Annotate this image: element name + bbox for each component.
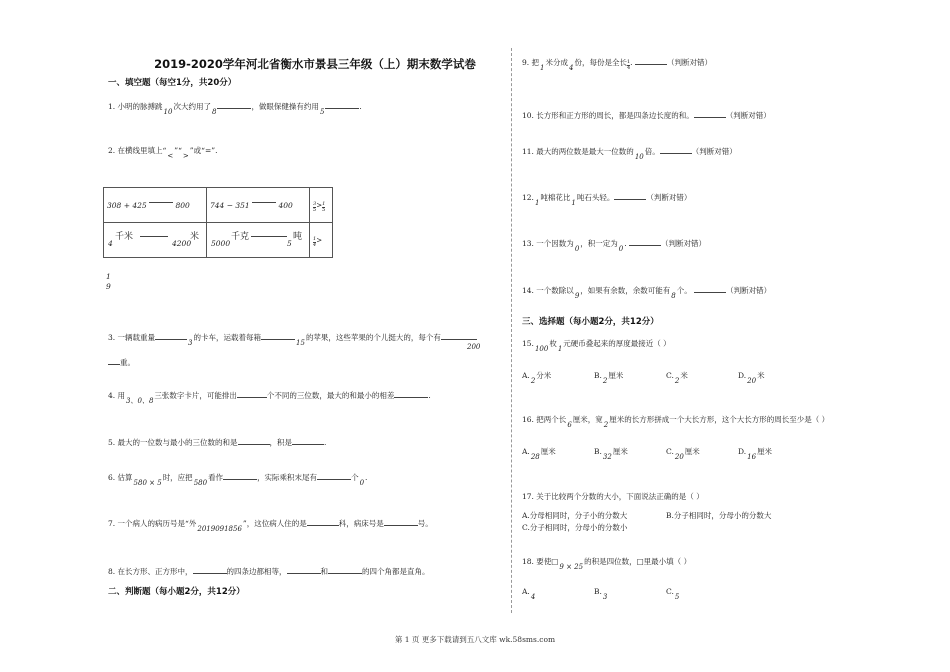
denominator: 4 bbox=[313, 241, 317, 248]
q12-num-1: 1 bbox=[534, 199, 540, 207]
q8-blank-1[interactable] bbox=[193, 565, 227, 574]
denominator: 4 bbox=[626, 64, 631, 71]
option-num: 28 bbox=[530, 453, 540, 461]
q15-text-c: 元硬币叠起来的厚度最接近（ ） bbox=[563, 339, 671, 348]
option-num: 4 bbox=[530, 593, 536, 601]
page-footer: 第 1 页 更多下载请到五八文库 wk.58sms.com bbox=[394, 635, 556, 644]
q6-blank-1[interactable] bbox=[223, 471, 257, 480]
option-letter: C. bbox=[666, 587, 674, 596]
question-16 bbox=[522, 415, 830, 429]
q13-judge-hint: （判断对错） bbox=[661, 239, 707, 248]
q7-record-number: 2019091856 bbox=[197, 525, 242, 533]
question-9 bbox=[522, 56, 712, 72]
option-letter: A. bbox=[522, 371, 530, 380]
q9-num-1: 1 bbox=[540, 64, 545, 72]
q4-blank-1[interactable] bbox=[237, 389, 267, 398]
fraction bbox=[313, 202, 316, 213]
cell-unit: 吨 bbox=[293, 232, 303, 242]
q9-fraction bbox=[626, 58, 633, 71]
stray-fraction bbox=[106, 272, 111, 292]
q13-num-2: 0 bbox=[618, 245, 624, 253]
numerator: 3 bbox=[313, 200, 317, 207]
question-17 bbox=[522, 492, 704, 502]
q17-text-a: 17. 关于比较两个分数的大小，下面说法正确的是（ ） bbox=[522, 492, 704, 501]
numerator: 1 bbox=[313, 235, 317, 242]
q15-option-a[interactable] bbox=[522, 370, 552, 385]
q8-text-a: 8. 在长方形、正方形中， bbox=[108, 567, 193, 576]
q7-text-a: 7. 一个病人的病历号是“外 bbox=[108, 519, 197, 528]
q12-text-c: 吨石头轻。 bbox=[576, 193, 615, 202]
q18-text-b: 的积是四位数，□里最小填（ ） bbox=[584, 557, 692, 566]
q1-text-d: . bbox=[359, 102, 362, 111]
q8-blank-3[interactable] bbox=[328, 565, 362, 574]
cell-value: 800 bbox=[175, 200, 190, 210]
option-num: 20 bbox=[747, 377, 757, 385]
question-12 bbox=[522, 191, 692, 207]
q16-option-c[interactable] bbox=[666, 446, 700, 461]
q4-text-b: 三张数字卡片，可能排出 bbox=[154, 391, 237, 400]
q15-num-2: 1 bbox=[557, 345, 563, 353]
q9-answer-blank[interactable] bbox=[635, 56, 667, 65]
q9-text-b: 米分成 bbox=[545, 58, 569, 67]
question-4 bbox=[108, 389, 431, 405]
q18-text-a: 18. 要使□ bbox=[522, 557, 559, 566]
q5-text-b: ，积是 bbox=[269, 438, 293, 447]
q16-num-2: 2 bbox=[603, 421, 609, 429]
q15-option-c[interactable] bbox=[666, 370, 688, 385]
cell-unit: 千克 bbox=[231, 232, 250, 242]
q14-num-2: 8 bbox=[671, 292, 676, 300]
q11-text-a: 11. 最大的两位数是最大一位数的 bbox=[522, 147, 634, 156]
fraction bbox=[313, 237, 316, 248]
option-letter: A. bbox=[522, 587, 530, 596]
option-letter: B. bbox=[594, 371, 602, 380]
q8-text-b: 的四条边都相等， bbox=[226, 567, 287, 576]
option-num: 2 bbox=[530, 377, 536, 385]
cell-num: 4 bbox=[108, 239, 113, 248]
option-letter: D. bbox=[738, 371, 747, 380]
q17-option-c[interactable]: C.分子相同时，分母小的分数小 bbox=[522, 523, 628, 532]
q14-num-1: 9 bbox=[574, 292, 580, 300]
denominator: 9 bbox=[106, 282, 111, 291]
q15-text-b: 枚 bbox=[549, 339, 557, 348]
question-8 bbox=[108, 565, 430, 577]
q1-text-a: 1. 小明的脉搏跳 bbox=[108, 102, 163, 111]
option-unit: 分米 bbox=[536, 371, 552, 380]
option-unit: 米 bbox=[757, 371, 765, 380]
question-6 bbox=[108, 471, 368, 487]
question-10 bbox=[522, 109, 771, 121]
q14-text-a: 14. 一个数除以 bbox=[522, 286, 574, 295]
cell-expr: 308 + 425 bbox=[107, 200, 147, 210]
section-fill-in: 一、填空题（每空1分，共20分） bbox=[108, 78, 237, 88]
q3-blank-2[interactable] bbox=[261, 331, 295, 340]
q9-text-c: 份，每份是全长 bbox=[574, 58, 627, 67]
q16-text-a: 16. 把两个长 bbox=[522, 415, 567, 424]
column-divider bbox=[511, 48, 512, 613]
option-num: 32 bbox=[602, 453, 612, 461]
option-letter: D. bbox=[738, 447, 747, 456]
table-cell[interactable] bbox=[310, 223, 333, 258]
q4-blank-2[interactable] bbox=[394, 389, 431, 400]
q6-text-a: 6. 估算 bbox=[108, 473, 133, 482]
option-unit: 厘米 bbox=[540, 447, 556, 456]
option-num: 2 bbox=[602, 377, 608, 385]
q18-option-c[interactable] bbox=[666, 587, 680, 601]
question-5 bbox=[108, 436, 326, 448]
q18-option-b[interactable] bbox=[594, 587, 608, 601]
table-cell[interactable] bbox=[104, 223, 207, 258]
q11-num: 10 bbox=[634, 153, 644, 161]
q4-text-d: . bbox=[428, 391, 431, 400]
q2-sym-gt: > bbox=[182, 152, 189, 160]
q18-expr: 9 × 25 bbox=[559, 563, 584, 571]
option-letter: C. bbox=[666, 371, 674, 380]
q16-text-b: 厘米，宽 bbox=[572, 415, 603, 424]
section-multiple-choice: 三、选择题（每小题2分，共12分） bbox=[522, 317, 659, 327]
q10-answer-blank[interactable] bbox=[694, 109, 726, 118]
table-row bbox=[104, 223, 333, 258]
q13-text-c: . bbox=[624, 239, 627, 248]
q9-judge-hint: （判断对错） bbox=[666, 58, 712, 67]
q1-text-b: 次大约用了 bbox=[173, 102, 211, 111]
q12-answer-blank[interactable] bbox=[614, 191, 646, 200]
option-letter: B. bbox=[594, 447, 602, 456]
numerator: 1 bbox=[322, 200, 326, 207]
answer-line[interactable] bbox=[140, 236, 168, 237]
option-letter: A. bbox=[522, 447, 530, 456]
q8-blank-2[interactable] bbox=[287, 565, 321, 574]
q1-blank-2[interactable] bbox=[325, 100, 362, 111]
q6-expr: 580 × 5 bbox=[133, 479, 162, 487]
q6-text-d: ，实际乘积末尾有 bbox=[257, 473, 318, 482]
q3-num-2: 15 bbox=[296, 339, 305, 347]
option-unit: 厘米 bbox=[757, 447, 773, 456]
cell-expr: 744 − 351 bbox=[210, 200, 250, 210]
cell-num: 4200 bbox=[172, 239, 192, 248]
q14-text-c: 个。 bbox=[676, 286, 692, 295]
option-letter: B. bbox=[594, 587, 602, 596]
answer-line[interactable] bbox=[251, 236, 287, 237]
q16-text-c: 厘米的长方形拼成一个大长方形，这个大长方形的周长至少是（ ） bbox=[609, 415, 830, 424]
q11-judge-hint: （判断对错） bbox=[691, 147, 737, 156]
q7-blank-2[interactable] bbox=[384, 517, 418, 526]
q16-num-1: 6 bbox=[567, 421, 572, 429]
table-cell[interactable] bbox=[310, 188, 333, 223]
table-row bbox=[104, 188, 333, 223]
q5-blank-2[interactable] bbox=[292, 436, 327, 447]
option-num: 2 bbox=[674, 377, 680, 385]
q17-option-b[interactable]: B.分子相同时，分母小的分数大 bbox=[666, 511, 772, 520]
table-cell[interactable] bbox=[104, 188, 207, 223]
q5-text-c: . bbox=[324, 438, 327, 447]
q10-judge-hint: （判断对错） bbox=[725, 111, 771, 120]
q11-text-b: 倍。 bbox=[644, 147, 660, 156]
q2-sym-lt: < bbox=[167, 152, 174, 160]
q3-text-a: 3. 一辆载重量 bbox=[108, 333, 156, 342]
table-cell[interactable] bbox=[207, 188, 310, 223]
q7-text-d: 号。 bbox=[417, 519, 433, 528]
q11-answer-blank[interactable] bbox=[660, 145, 692, 154]
q6-text-b: 时，应把 bbox=[162, 473, 193, 482]
q13-answer-blank[interactable] bbox=[629, 237, 661, 246]
q13-text-a: 13. 一个因数为 bbox=[522, 239, 574, 248]
q5-text-a: 5. 最大的一位数与最小的三位数的和是 bbox=[108, 438, 238, 447]
question-7 bbox=[108, 517, 433, 533]
q3-text-b: 的卡车，运载着每箱 bbox=[193, 333, 262, 342]
option-unit: 厘米 bbox=[612, 447, 628, 456]
question-2 bbox=[108, 146, 218, 160]
question-3 bbox=[108, 331, 477, 347]
answer-line[interactable] bbox=[252, 202, 276, 203]
question-13 bbox=[522, 237, 707, 253]
comparison-symbol: > bbox=[316, 201, 323, 209]
q2-text-a: 2. 在横线里填上“ bbox=[108, 146, 167, 155]
q10-text-a: 10. 长方形和正方形的周长，都是四条边长度的和。 bbox=[522, 111, 694, 120]
q3-blank-4[interactable] bbox=[108, 356, 120, 365]
q15-option-b[interactable] bbox=[594, 370, 624, 385]
q14-answer-blank[interactable] bbox=[694, 284, 726, 293]
denominator: 5 bbox=[322, 206, 326, 213]
q6-num: 580 bbox=[193, 479, 208, 487]
cell-unit: 千米 bbox=[115, 232, 134, 242]
q17-option-a[interactable]: A.分母相同时，分子小的分数大 bbox=[522, 511, 628, 520]
comparison-symbol: > bbox=[316, 236, 323, 244]
q7-text-b: ”，这位病人住的是 bbox=[242, 519, 307, 528]
q16-option-a[interactable] bbox=[522, 446, 556, 461]
q13-num-1: 0 bbox=[574, 245, 580, 253]
q12-text-a: 12. bbox=[522, 193, 534, 202]
q4-digits: 3、0、8 bbox=[126, 397, 154, 405]
cell-value: 400 bbox=[278, 200, 293, 210]
question-18 bbox=[522, 557, 692, 571]
q1-blank-1[interactable] bbox=[217, 100, 251, 109]
question-3-cont bbox=[108, 356, 135, 368]
q3-blank-1[interactable] bbox=[155, 331, 187, 340]
exam-title: 2019-2020学年河北省衡水市景县三年级（上）期末数学试卷 bbox=[154, 57, 476, 71]
q14-text-b: ，如果有余数，余数可能有 bbox=[580, 286, 671, 295]
option-unit: 米 bbox=[680, 371, 688, 380]
q18-option-a[interactable] bbox=[522, 587, 536, 601]
question-15 bbox=[522, 339, 671, 353]
q6-zero: 0 bbox=[359, 479, 365, 487]
q6-text-f: . bbox=[365, 473, 368, 482]
table-cell[interactable] bbox=[207, 223, 310, 258]
question-1 bbox=[108, 100, 362, 116]
q3-num-3: 200 bbox=[467, 343, 481, 351]
q9-text-a: 9. 把 bbox=[522, 58, 540, 67]
cell-unit: 米 bbox=[190, 232, 200, 242]
q8-text-d: 的四个角都是直角。 bbox=[362, 567, 430, 576]
q4-text-c: 个不同的三位数，最大的和最小的相差 bbox=[266, 391, 395, 400]
q5-blank-1[interactable] bbox=[238, 436, 270, 445]
cell-num: 5000 bbox=[211, 239, 231, 248]
q16-option-d[interactable] bbox=[738, 446, 773, 461]
q7-blank-1[interactable] bbox=[307, 517, 339, 526]
option-num: 5 bbox=[674, 593, 680, 601]
numerator: 1 bbox=[626, 58, 631, 65]
section-true-false: 二、判断题（每小题2分，共12分） bbox=[108, 587, 245, 597]
q8-text-c: 和 bbox=[320, 567, 329, 576]
answer-line[interactable] bbox=[149, 202, 173, 203]
option-letter: C. bbox=[666, 447, 674, 456]
q3-num-3-wrap bbox=[466, 337, 481, 351]
cell-num: 5 bbox=[287, 239, 292, 248]
option-num: 20 bbox=[674, 453, 684, 461]
option-num: 16 bbox=[747, 453, 757, 461]
numerator: 1 bbox=[106, 272, 111, 281]
q7-text-c: 科，病床号是 bbox=[338, 519, 384, 528]
question-11 bbox=[522, 145, 737, 161]
q2-text-b: ”“ bbox=[174, 146, 182, 155]
q12-text-b: 吨棉花比 bbox=[540, 193, 571, 202]
q1-num-3: 5 bbox=[319, 108, 325, 116]
option-unit: 厘米 bbox=[684, 447, 700, 456]
q3-text-d: 重。 bbox=[120, 358, 135, 367]
q15-option-d[interactable] bbox=[738, 370, 765, 385]
q6-blank-2[interactable] bbox=[317, 471, 351, 480]
option-unit: 厘米 bbox=[608, 371, 624, 380]
denominator: 5 bbox=[313, 206, 317, 213]
question-14 bbox=[522, 284, 772, 300]
q3-num-1: 3 bbox=[188, 339, 193, 347]
q1-text-c: ，做眼保健操有约用 bbox=[251, 102, 319, 111]
q9-num-2: 4 bbox=[569, 64, 574, 72]
q14-judge-hint: （判断对错） bbox=[726, 286, 772, 295]
q9-text-d: . bbox=[630, 58, 633, 67]
q15-text-a: 15. bbox=[522, 339, 534, 348]
option-num: 3 bbox=[602, 593, 608, 601]
q4-text-a: 4. 用 bbox=[108, 391, 126, 400]
q12-num-2: 1 bbox=[571, 199, 576, 207]
q6-text-e: 个 bbox=[351, 473, 359, 482]
q6-text-c: 看作 bbox=[208, 473, 224, 482]
q1-num-1: 10 bbox=[163, 108, 173, 116]
q1-num-2: 8 bbox=[211, 108, 217, 116]
fraction bbox=[322, 202, 325, 213]
q3-text-c: 的苹果，这些苹果的个儿挺大的，每个有 bbox=[305, 333, 441, 342]
q15-num-1: 100 bbox=[534, 345, 549, 353]
q16-option-b[interactable] bbox=[594, 446, 628, 461]
q13-text-b: ，积一定为 bbox=[580, 239, 618, 248]
q12-judge-hint: （判断对错） bbox=[646, 193, 692, 202]
q2-text-c: ”或“=”. bbox=[189, 146, 218, 155]
comparison-table bbox=[103, 187, 333, 258]
